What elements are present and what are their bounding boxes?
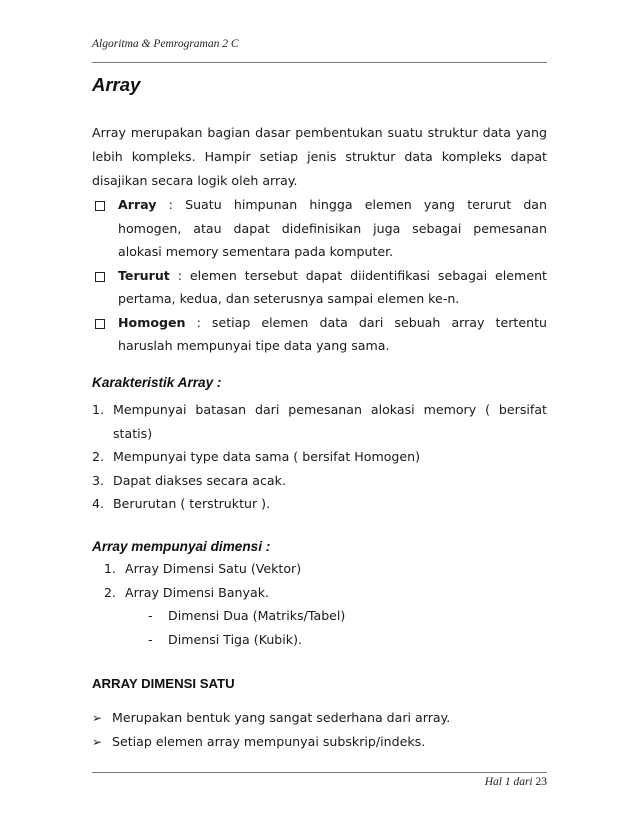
characteristics-list [92, 398, 547, 516]
running-header: Algoritma & Pemrograman 2 C [92, 38, 239, 50]
list-text: Mempunyai batasan dari pemesanan alokasi memory ( bersifat statis) [113, 402, 547, 441]
dimension-sublist [104, 604, 547, 651]
definition-list [92, 193, 547, 358]
list-item [92, 492, 547, 516]
arrow-bullet-icon: ➢ [92, 711, 103, 725]
definition-text: elemen tersebut dapat diidentifikasi sebagai element pertama, kedua, dan seterusnya sampai elemen ke-n. [118, 267, 547, 306]
point-text: Merupakan bentuk yang sangat sederhana dari array. [112, 710, 451, 725]
checkbox-bullet-icon [95, 319, 105, 329]
list-number: 1. [92, 402, 105, 417]
point-item [92, 706, 547, 730]
list-text: Mempunyai type data sama ( bersifat Homogen) [113, 449, 421, 464]
dimensions-heading: Array mempunyai dimensi : [92, 539, 271, 554]
list-number: 2. [104, 584, 117, 600]
list-item [92, 445, 547, 469]
checkbox-bullet-icon [95, 272, 105, 282]
list-number: 4. [92, 496, 105, 511]
list-item [104, 581, 547, 605]
dimensions-list [104, 557, 547, 651]
checkbox-bullet-icon [95, 201, 105, 211]
characteristics-heading: Karakteristik Array : [92, 375, 222, 390]
definition-item [92, 264, 547, 311]
dash-bullet: - [148, 631, 153, 647]
intro-line: disajikan secara logik oleh array. [92, 173, 298, 188]
dash-bullet: - [148, 608, 153, 623]
intro-line: lebih kompleks. Hampir setiap jenis struktur data kompleks dapat [92, 149, 547, 164]
definition-separator: : [169, 267, 190, 283]
definition-text: Suatu himpunan hingga elemen yang terurut dan homogen, atau dapat didefinisikan juga sebagai pemesanan alokasi memory sementara pada komputer. [118, 197, 548, 259]
list-item [104, 557, 547, 581]
list-number: 2. [92, 449, 105, 464]
list-number: 1. [104, 561, 117, 576]
arrow-bullet-icon: ➢ [92, 735, 103, 749]
list-text: Array Dimensi Banyak. [125, 584, 269, 600]
section-points [92, 706, 547, 754]
definition-term: Array [118, 197, 157, 212]
list-text: Dapat diakses secara acak. [113, 472, 286, 488]
list-text: Array Dimensi Satu (Vektor) [125, 561, 302, 576]
definition-term: Homogen [118, 314, 186, 330]
sublist-text: Dimensi Dua (Matriks/Tabel) [168, 608, 346, 623]
footer-total: 23 [535, 776, 547, 788]
intro-line: Array merupakan bagian dasar pembentukan suatu struktur data yang [92, 125, 547, 140]
page-title: Array [92, 74, 141, 95]
list-text: Berurutan ( terstruktur ). [113, 496, 271, 511]
page-footer [485, 776, 547, 788]
header-rule [92, 62, 547, 63]
sublist-text: Dimensi Tiga (Kubik). [168, 631, 303, 647]
sublist-item [148, 604, 547, 628]
list-item [92, 469, 547, 493]
point-item [92, 730, 547, 754]
intro-paragraph [92, 121, 547, 193]
footer-prefix: Hal 1 dari [484, 776, 533, 788]
section-heading: ARRAY DIMENSI SATU [92, 676, 235, 691]
sublist-item [148, 628, 547, 652]
definition-separator: : [185, 314, 212, 330]
list-number: 3. [92, 472, 105, 488]
definition-separator: : [156, 197, 186, 212]
footer-rule [92, 772, 547, 773]
list-item [92, 398, 547, 445]
definition-term: Terurut [118, 267, 170, 283]
definition-item [92, 193, 547, 264]
definition-text: setiap elemen data dari sebuah array tertentu haruslah mempunyai tipe data yang sama. [118, 314, 547, 353]
point-text: Setiap elemen array mempunyai subskrip/indeks. [112, 734, 426, 749]
definition-item [92, 311, 547, 358]
